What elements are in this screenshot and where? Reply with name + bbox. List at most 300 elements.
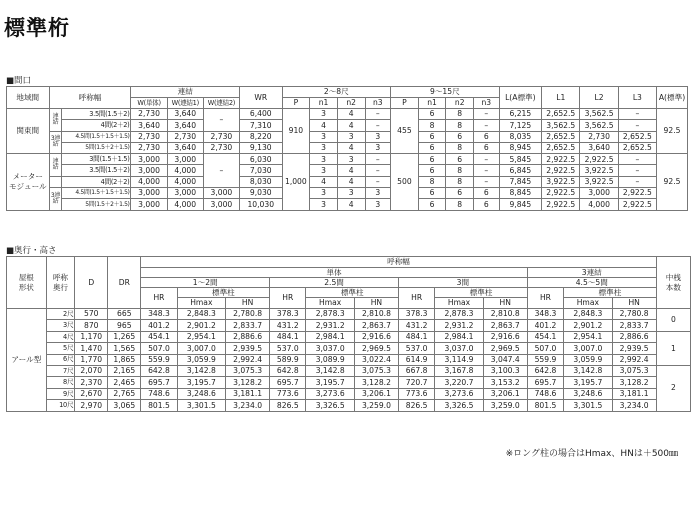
table-row [7, 176, 688, 187]
header-group: 2.5間 [270, 278, 399, 288]
height-value: 2,954.1 [564, 331, 612, 342]
l2-value: 2,922.5 [580, 154, 618, 165]
group-3renketsu: 3連結 [49, 188, 62, 211]
height-value: 3,059.9 [564, 354, 612, 365]
w-r2: 2,730 [203, 131, 239, 142]
height-value: 2,848.3 [177, 309, 225, 320]
n2-value: 6 [446, 154, 474, 165]
w-r1: 2,730 [167, 131, 203, 142]
wr-value: 6,030 [239, 154, 282, 165]
w-single: 3,000 [131, 188, 167, 199]
w-r2: 3,000 [203, 199, 239, 210]
height-value: 537.0 [270, 343, 306, 354]
table-row [7, 199, 688, 210]
p-value: 1,000 [282, 154, 310, 210]
height-value: 507.0 [527, 343, 563, 354]
height-value: 401.2 [141, 320, 177, 331]
l3-value: 2,922.5 [618, 188, 656, 199]
height-value: 3,234.0 [226, 400, 270, 411]
nominal-width: 4間(2＋2) [62, 176, 131, 187]
height-value: 3,059.9 [177, 354, 225, 365]
header-9-15: 9〜15尺 [391, 87, 500, 98]
height-value: 3,181.1 [612, 388, 656, 399]
height-value: 695.7 [527, 377, 563, 388]
header-nominal-depth: 呼称 奥行 [46, 257, 75, 309]
l3-value: – [618, 120, 656, 131]
height-value: 801.5 [141, 400, 177, 411]
l2-value: 3,562.5 [580, 120, 618, 131]
n1-value: 3 [310, 188, 338, 199]
height-value: 3,007.0 [564, 343, 612, 354]
wr-value: 8,030 [239, 176, 282, 187]
region-meter: メーター モジュール [7, 154, 50, 210]
height-value: 3,142.8 [306, 365, 354, 376]
d-value: 2,970 [75, 400, 108, 411]
height-value: 3,100.3 [483, 365, 527, 376]
wr-value: 9,130 [239, 142, 282, 153]
l1-value: 2,652.5 [542, 109, 580, 120]
n1-value: 6 [418, 199, 446, 210]
dr-value: 1,565 [108, 343, 141, 354]
height-value: 348.3 [527, 309, 563, 320]
l1-value: 2,922.5 [542, 154, 580, 165]
header-std-wrap [564, 288, 656, 308]
height-value: 3,326.5 [435, 400, 483, 411]
a-value: 92.5 [657, 109, 688, 154]
l3-value: – [618, 154, 656, 165]
height-value: 3,206.1 [354, 388, 398, 399]
wr-value: 9,030 [239, 188, 282, 199]
wr-value: 8,220 [239, 131, 282, 142]
table-row [7, 309, 691, 320]
nominal-width: 5間(1.5＋2＋1.5) [62, 199, 131, 210]
height-value: 2,810.8 [483, 309, 527, 320]
height-value: 2,984.1 [306, 331, 354, 342]
table-row [7, 331, 691, 342]
w-r2: 3,000 [203, 188, 239, 199]
n2-value: 8 [446, 142, 474, 153]
height-value: 3,273.6 [306, 388, 354, 399]
nominal-depth: 9尺 [57, 388, 75, 399]
n3-value: – [365, 109, 391, 120]
header-hn: HN [241, 298, 254, 307]
w-r2: 2,730 [203, 142, 239, 153]
spacer-cell [46, 331, 57, 342]
group-renketsu: 連結 [49, 109, 62, 132]
height-value: 642.8 [141, 365, 177, 376]
n3-value: – [365, 176, 391, 187]
l2-value: 2,730 [580, 131, 618, 142]
height-value: 2,878.3 [306, 309, 354, 320]
height-value: 2,939.5 [226, 343, 270, 354]
n1-value: 8 [418, 120, 446, 131]
n2-value: 8 [446, 109, 474, 120]
header-p: P [391, 98, 419, 109]
header-l3: L3 [618, 87, 656, 109]
height-value: 431.2 [398, 320, 434, 331]
l3-value: 2,652.5 [618, 131, 656, 142]
header-group: 1〜2間 [141, 278, 270, 288]
height-value: 2,901.2 [177, 320, 225, 331]
l3-value: – [618, 165, 656, 176]
height-value: 3,047.4 [483, 354, 527, 365]
height-value: 3,128.2 [612, 377, 656, 388]
l1-value: 2,922.5 [542, 199, 580, 210]
n2-value: 8 [446, 199, 474, 210]
wr-value: 7,310 [239, 120, 282, 131]
dr-value: 2,165 [108, 365, 141, 376]
header-n1: n1 [418, 98, 446, 109]
d-value: 1,770 [75, 354, 108, 365]
dr-value: 665 [108, 309, 141, 320]
w-single: 2,730 [131, 109, 167, 120]
height-value: 2,992.4 [612, 354, 656, 365]
height-value: 2,916.6 [483, 331, 527, 342]
header-2-8: 2〜8尺 [282, 87, 391, 98]
height-value: 773.6 [398, 388, 434, 399]
l1-value: 2,652.5 [542, 142, 580, 153]
nominal-depth: 10尺 [57, 400, 75, 411]
header-group: 4.5〜5間 [527, 278, 656, 288]
la-value: 8,945 [499, 142, 542, 153]
header-std-wrap [178, 288, 270, 308]
n1-value: 8 [418, 176, 446, 187]
height-value: 3,259.0 [483, 400, 527, 411]
n1-value: 6 [418, 109, 446, 120]
header-w-r1: W(連結1) [167, 98, 203, 109]
header-renketsu: 連結 [131, 87, 240, 98]
nominal-depth: 6尺 [57, 354, 75, 365]
n2-value: 4 [337, 109, 365, 120]
la-value: 7,845 [499, 176, 542, 187]
wr-value: 6,400 [239, 109, 282, 120]
height-value: 2,848.3 [564, 309, 612, 320]
center-count: 0 [656, 309, 690, 332]
table-row [7, 87, 688, 98]
group-blank [49, 176, 62, 187]
height-value: 642.8 [527, 365, 563, 376]
height-value: 2,863.7 [354, 320, 398, 331]
height-value: 3,007.0 [177, 343, 225, 354]
header-d: D [75, 257, 108, 309]
table-row [7, 142, 688, 153]
header-hn: HN [499, 298, 511, 307]
height-value: 2,810.8 [354, 309, 398, 320]
footnote: ※ロング柱の場合はHmax、HNは＋500㎜ [505, 449, 678, 459]
n1-value: 4 [310, 176, 338, 187]
n2-value: 3 [337, 131, 365, 142]
n3-value: – [365, 165, 391, 176]
height-value: 3,248.6 [564, 388, 612, 399]
height-value: 537.0 [398, 343, 434, 354]
w-r1: 3,640 [167, 120, 203, 131]
height-value: 3,128.2 [354, 377, 398, 388]
height-value: 454.1 [141, 331, 177, 342]
table-row [7, 131, 688, 142]
header-p: P [282, 98, 310, 109]
n3-value: – [474, 176, 500, 187]
nominal-depth: 3尺 [57, 320, 75, 331]
n3-value: 3 [365, 188, 391, 199]
height-value: 614.9 [398, 354, 434, 365]
height-value: 748.6 [527, 388, 563, 399]
n1-value: 3 [310, 131, 338, 142]
n1-value: 4 [310, 120, 338, 131]
l1-value: 2,922.5 [542, 165, 580, 176]
n3-value: – [474, 154, 500, 165]
header-hn: HN [628, 298, 640, 307]
n2-value: 4 [337, 199, 365, 210]
header-std: 標準柱 [178, 288, 270, 298]
w-single: 2,730 [131, 142, 167, 153]
header-roof-shape: 屋根 形状 [7, 257, 47, 309]
height-value: 3,089.9 [306, 354, 354, 365]
w-r1: 3,640 [167, 109, 203, 120]
n3-value: – [474, 109, 500, 120]
height-value: 826.5 [270, 400, 306, 411]
wr-value: 10,030 [239, 199, 282, 210]
height-value: 2,916.6 [354, 331, 398, 342]
nominal-depth: 5尺 [57, 343, 75, 354]
height-value: 773.6 [270, 388, 306, 399]
height-value: 3,248.6 [177, 388, 225, 399]
header-group: 3間 [398, 278, 527, 288]
group-3renketsu: 3連結 [49, 131, 62, 154]
section-depth-heading: ■奥行・高さ [6, 246, 57, 256]
l1-value: 2,652.5 [542, 131, 580, 142]
header-std-wrap [306, 288, 398, 308]
height-value: 559.9 [527, 354, 563, 365]
group-renketsu: 連結 [49, 154, 62, 177]
wr-value: 7,030 [239, 165, 282, 176]
header-std-col [177, 288, 270, 309]
a-value: 92.5 [657, 154, 688, 210]
header-n2: n2 [446, 98, 474, 109]
table-row [7, 354, 691, 365]
w-single: 3,640 [131, 120, 167, 131]
p-value: 500 [391, 154, 419, 210]
header-std-wrap [435, 288, 527, 308]
header-region: 地域間 [7, 87, 50, 109]
height-value: 2,931.2 [435, 320, 483, 331]
height-value: 2,954.1 [177, 331, 225, 342]
height-value: 484.1 [398, 331, 434, 342]
height-value: 2,780.8 [226, 309, 270, 320]
n3-value: 6 [474, 131, 500, 142]
height-value: 2,878.3 [435, 309, 483, 320]
height-value: 431.2 [270, 320, 306, 331]
header-std-col [306, 288, 399, 309]
header-hr: HR [141, 288, 177, 309]
n3-value: 3 [365, 199, 391, 210]
w-single: 3,000 [131, 154, 167, 165]
n1-value: 6 [418, 188, 446, 199]
header-std-col [435, 288, 528, 309]
l1-value: 3,562.5 [542, 120, 580, 131]
nominal-width: 3.5間(1.5＋2) [62, 109, 131, 120]
header-std: 標準柱 [306, 288, 398, 298]
table-row [7, 365, 691, 376]
l2-value: 3,000 [580, 188, 618, 199]
d-value: 2,670 [75, 388, 108, 399]
header-n3: n3 [474, 98, 500, 109]
height-value: 642.8 [270, 365, 306, 376]
height-value: 3,075.3 [612, 365, 656, 376]
header-l2: L2 [580, 87, 618, 109]
height-value: 826.5 [398, 400, 434, 411]
height-value: 748.6 [141, 388, 177, 399]
n3-value: – [474, 165, 500, 176]
header-hmax: Hmax [306, 298, 354, 308]
height-value: 2,886.6 [612, 331, 656, 342]
header-hmax: Hmax [435, 298, 483, 308]
table-row [7, 109, 688, 120]
dr-value: 2,465 [108, 377, 141, 388]
n1-value: 3 [310, 109, 338, 120]
height-value: 3,128.2 [226, 377, 270, 388]
depth-height-table [6, 256, 691, 412]
w-r1: 3,000 [167, 154, 203, 165]
height-value: 3,234.0 [612, 400, 656, 411]
height-value: 3,181.1 [226, 388, 270, 399]
d-value: 570 [75, 309, 108, 320]
height-value: 378.3 [398, 309, 434, 320]
n3-value: 6 [474, 199, 500, 210]
n3-value: 3 [365, 142, 391, 153]
height-value: 3,037.0 [306, 343, 354, 354]
header-std: 標準柱 [564, 288, 656, 298]
n3-value: 6 [474, 188, 500, 199]
nominal-width: 3.5間(1.5＋2) [62, 165, 131, 176]
height-value: 695.7 [141, 377, 177, 388]
table-row [7, 120, 688, 131]
height-value: 3,195.7 [177, 377, 225, 388]
header-dr: DR [108, 257, 141, 309]
header-hmax-hn [435, 298, 527, 308]
height-value: 2,833.7 [226, 320, 270, 331]
d-value: 1,170 [75, 331, 108, 342]
n2-value: 4 [337, 142, 365, 153]
height-value: 3,075.3 [226, 365, 270, 376]
n2-value: 6 [446, 188, 474, 199]
height-value: 3,075.3 [354, 365, 398, 376]
height-value: 3,206.1 [483, 388, 527, 399]
dr-value: 1,865 [108, 354, 141, 365]
height-value: 348.3 [141, 309, 177, 320]
table-row [7, 388, 691, 399]
header-hr: HR [527, 288, 563, 309]
height-value: 720.7 [398, 377, 434, 388]
n1-value: 6 [418, 131, 446, 142]
header-nominal-width: 呼称幅 [141, 257, 656, 268]
nominal-depth: 7尺 [57, 365, 75, 376]
n3-value: 6 [474, 142, 500, 153]
la-value: 9,845 [499, 199, 542, 210]
spacer-cell [46, 354, 57, 365]
nominal-width: 5間(1.5＋2＋1.5) [62, 142, 131, 153]
height-value: 3,167.8 [435, 365, 483, 376]
height-value: 3,153.2 [483, 377, 527, 388]
w-single: 2,730 [131, 131, 167, 142]
n1-value: 6 [418, 154, 446, 165]
nominal-depth: 2尺 [57, 309, 75, 320]
l1-value: 2,922.5 [542, 188, 580, 199]
height-value: 401.2 [527, 320, 563, 331]
n2-value: 3 [337, 154, 365, 165]
header-hr: HR [270, 288, 306, 309]
w-single: 3,000 [131, 199, 167, 210]
height-value: 2,863.7 [483, 320, 527, 331]
l2-value: 3,562.5 [580, 109, 618, 120]
header-3renketsu: 3連結 [527, 268, 656, 278]
header-w-single: W(単体) [131, 98, 167, 109]
height-value: 484.1 [270, 331, 306, 342]
n2-value: 4 [337, 176, 365, 187]
table-row [7, 257, 691, 268]
n2-value: 4 [337, 120, 365, 131]
height-value: 3,114.9 [435, 354, 483, 365]
spacer-cell [46, 377, 57, 388]
spacer-cell [46, 343, 57, 354]
w-r1: 3,000 [167, 188, 203, 199]
height-value: 3,326.5 [306, 400, 354, 411]
la-value: 8,035 [499, 131, 542, 142]
height-value: 2,901.2 [564, 320, 612, 331]
height-value: 2,939.5 [612, 343, 656, 354]
n2-value: 8 [446, 165, 474, 176]
header-w-r2: W(連結2) [203, 98, 239, 109]
height-value: 2,931.2 [306, 320, 354, 331]
header-std: 標準柱 [435, 288, 527, 298]
l3-value: – [618, 176, 656, 187]
la-value: 8,845 [499, 188, 542, 199]
p-value: 455 [391, 109, 419, 154]
w-r1: 4,000 [167, 176, 203, 187]
spacer-cell [46, 400, 57, 411]
height-value: 3,259.0 [354, 400, 398, 411]
n1-value: 3 [310, 165, 338, 176]
n1-value: 3 [310, 154, 338, 165]
l3-value: 2,922.5 [618, 199, 656, 210]
dr-value: 1,265 [108, 331, 141, 342]
n3-value: – [365, 154, 391, 165]
w-single: 4,000 [131, 176, 167, 187]
n1-value: 3 [310, 142, 338, 153]
header-hmax-hn [178, 298, 270, 308]
l3-value: 2,652.5 [618, 142, 656, 153]
n1-value: 3 [310, 199, 338, 210]
n1-value: 6 [418, 165, 446, 176]
nominal-depth: 4尺 [57, 331, 75, 342]
height-value: 2,969.5 [354, 343, 398, 354]
header-hmax-hn [564, 298, 656, 308]
spacer-cell [46, 365, 57, 376]
l3-value: – [618, 109, 656, 120]
w-r1: 3,640 [167, 142, 203, 153]
height-value: 3,273.6 [435, 388, 483, 399]
n3-value: 3 [365, 131, 391, 142]
height-value: 3,037.0 [435, 343, 483, 354]
center-count: 2 [656, 365, 690, 411]
height-value: 695.7 [270, 377, 306, 388]
height-value: 801.5 [527, 400, 563, 411]
l2-value: 4,000 [580, 199, 618, 210]
d-value: 1,470 [75, 343, 108, 354]
height-value: 667.8 [398, 365, 434, 376]
height-value: 559.9 [141, 354, 177, 365]
header-la: L(A標準) [499, 87, 542, 109]
w-r2-dash: – [203, 154, 239, 188]
